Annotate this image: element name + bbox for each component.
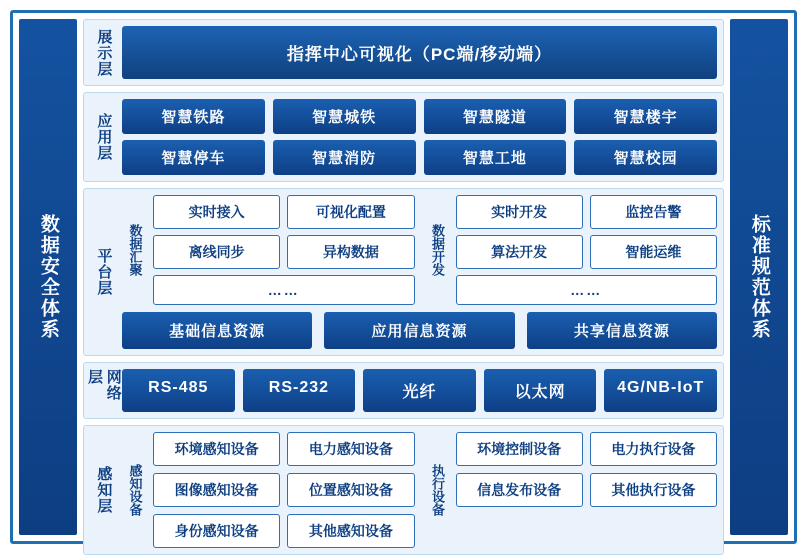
sensor-row-3 (153, 514, 415, 548)
app-item-smart-parking[interactable]: 智慧停车 (122, 140, 265, 175)
app-item-smart-construction-site[interactable]: 智慧工地 (424, 140, 567, 175)
app-item-smart-railway[interactable]: 智慧铁路 (122, 99, 265, 134)
sensor-item-identity[interactable]: 身份感知设备 (153, 514, 280, 548)
network-item-ethernet[interactable]: 以太网 (484, 369, 597, 412)
layer-platform-body (122, 195, 717, 349)
sensor-row-1 (153, 432, 415, 466)
layer-platform-label: 平台层 (95, 248, 113, 296)
network-item-fiber[interactable]: 光纤 (363, 369, 476, 412)
right-vertical-bar-label: 标准规范体系 (748, 214, 770, 340)
layer-application (83, 92, 724, 182)
layer-sensing-label: 感知层 (95, 466, 113, 514)
left-vertical-bar-data-security (19, 19, 77, 535)
aggregation-row-3 (153, 275, 415, 305)
app-item-smart-building[interactable]: 智慧楼宇 (574, 99, 717, 134)
aggregation-row-1 (153, 195, 415, 229)
resource-item-application-info[interactable]: 应用信息资源 (324, 312, 514, 349)
development-item-smart-ops[interactable]: 智能运维 (590, 235, 717, 269)
sensing-group-sensor-devices (122, 432, 415, 548)
platform-group-data-aggregation (122, 195, 415, 305)
actuator-item-power-execution[interactable]: 电力执行设备 (590, 432, 717, 466)
application-row-2 (122, 140, 717, 175)
aggregation-item-more[interactable]: …… (153, 275, 415, 305)
development-row-1 (456, 195, 718, 229)
layer-application-label: 应用层 (95, 113, 113, 161)
sensing-group-right-label: 执行设备 (429, 464, 445, 516)
network-row (122, 369, 717, 412)
platform-resources-row (122, 312, 717, 349)
resource-item-shared-info[interactable]: 共享信息资源 (527, 312, 717, 349)
layer-network-body (122, 369, 717, 412)
platform-group-data-development (425, 195, 718, 305)
layer-display-label: 展示层 (95, 28, 113, 77)
aggregation-row-2 (153, 235, 415, 269)
aggregation-item-heterogeneous-data[interactable]: 异构数据 (287, 235, 414, 269)
aggregation-item-offline-sync[interactable]: 离线同步 (153, 235, 280, 269)
layer-display-body (122, 26, 717, 79)
platform-group-right-label: 数据开发 (429, 224, 445, 276)
sensing-groups (122, 432, 717, 548)
layer-application-body (122, 99, 717, 175)
actuator-item-environment-control[interactable]: 环境控制设备 (456, 432, 583, 466)
display-item-command-center[interactable]: 指挥中心可视化（PC端/移动端） (122, 26, 717, 79)
development-item-monitor-alarm[interactable]: 监控告警 (590, 195, 717, 229)
application-row-1 (122, 99, 717, 134)
sensing-group-actuator-devices (425, 432, 718, 548)
sensor-item-environment[interactable]: 环境感知设备 (153, 432, 280, 466)
actuator-row-2 (456, 473, 718, 507)
layer-display (83, 19, 724, 86)
development-item-more[interactable]: …… (456, 275, 718, 305)
sensor-item-other[interactable]: 其他感知设备 (287, 514, 414, 548)
aggregation-item-realtime-ingest[interactable]: 实时接入 (153, 195, 280, 229)
development-row-3 (456, 275, 718, 305)
development-row-2 (456, 235, 718, 269)
actuator-item-info-release[interactable]: 信息发布设备 (456, 473, 583, 507)
sensor-row-2 (153, 473, 415, 507)
sensor-item-location[interactable]: 位置感知设备 (287, 473, 414, 507)
architecture-frame (10, 10, 797, 544)
sensing-group-left-cells (153, 432, 415, 548)
platform-group-left-cells (153, 195, 415, 305)
platform-group-left-label: 数据汇聚 (127, 224, 143, 276)
development-item-realtime-dev[interactable]: 实时开发 (456, 195, 583, 229)
app-item-smart-tunnel[interactable]: 智慧隧道 (424, 99, 567, 134)
sensor-item-power[interactable]: 电力感知设备 (287, 432, 414, 466)
network-item-rs485[interactable]: RS-485 (122, 369, 235, 412)
platform-group-right-cells (456, 195, 718, 305)
layer-sensing-body (122, 432, 717, 548)
sensing-group-right-cells (456, 432, 718, 548)
actuator-item-other[interactable]: 其他执行设备 (590, 473, 717, 507)
aggregation-item-visual-config[interactable]: 可视化配置 (287, 195, 414, 229)
layer-network-label: 网络层 (86, 369, 122, 401)
app-item-smart-campus[interactable]: 智慧校园 (574, 140, 717, 175)
layer-platform (83, 188, 724, 356)
sensor-item-image[interactable]: 图像感知设备 (153, 473, 280, 507)
platform-groups (122, 195, 717, 305)
layer-network (83, 362, 724, 419)
network-item-4g-nbiot[interactable]: 4G/NB-IoT (604, 369, 717, 412)
resource-item-basic-info[interactable]: 基础信息资源 (122, 312, 312, 349)
actuator-row-1 (456, 432, 718, 466)
left-vertical-bar-label: 数据安全体系 (37, 214, 59, 340)
right-vertical-bar-standards (730, 19, 788, 535)
app-item-smart-firefighting[interactable]: 智慧消防 (273, 140, 416, 175)
layer-sensing (83, 425, 724, 555)
network-item-rs232[interactable]: RS-232 (243, 369, 356, 412)
development-item-algorithm-dev[interactable]: 算法开发 (456, 235, 583, 269)
sensing-group-left-label: 感知设备 (127, 464, 143, 516)
layer-stack (83, 19, 724, 539)
app-item-smart-urban-rail[interactable]: 智慧城铁 (273, 99, 416, 134)
